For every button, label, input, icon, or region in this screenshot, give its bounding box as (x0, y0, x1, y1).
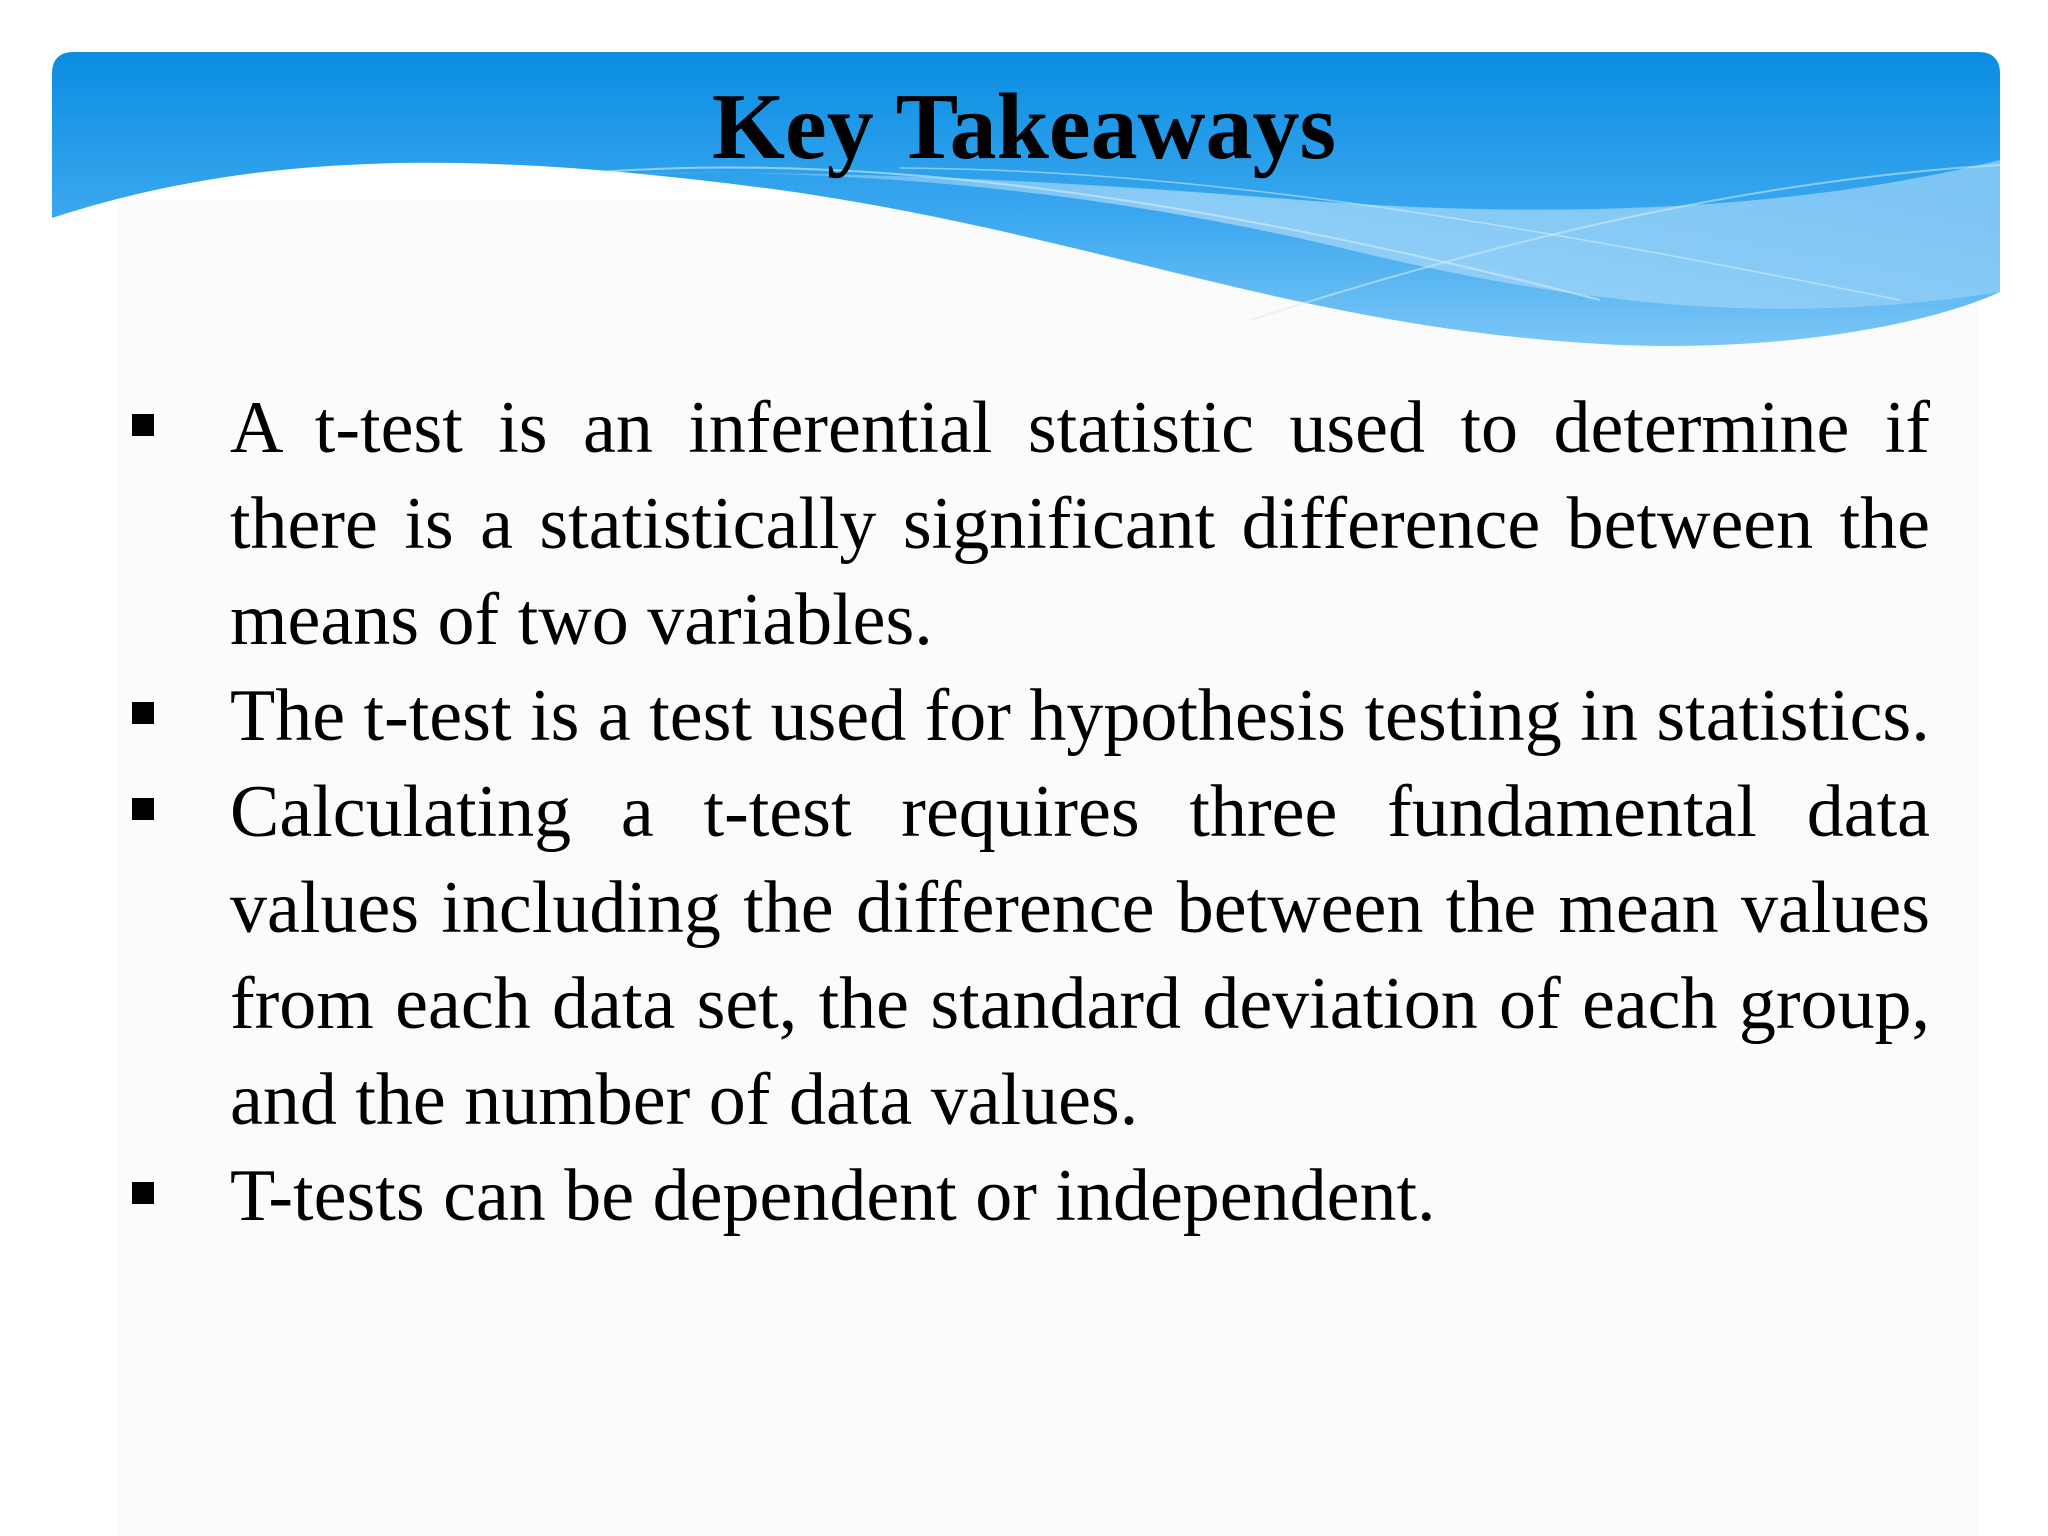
bullet-item-2 (132, 668, 1930, 764)
square-bullet-icon (132, 414, 154, 436)
bullet-item-3 (132, 764, 1930, 1148)
bullet-item-1 (132, 380, 1930, 668)
slide-title: Key Takeaways (711, 75, 1337, 179)
square-bullet-icon (132, 1182, 154, 1204)
square-bullet-icon (132, 798, 154, 820)
bullet-text: Calculating a t-test requires three fundamental data values including the difference between the mean values from each data set, the standard deviation of each group, and the number of data values. (230, 771, 1930, 1141)
bullet-text: A t-test is an inferential statistic used to determine if there is a statistically significant difference between the means of two variables. (230, 387, 1930, 661)
bullet-item-4 (132, 1148, 1930, 1244)
bullet-text: The t-test is a test used for hypothesis testing in statistics. (230, 675, 1930, 757)
bullet-text: T-tests can be dependent or independent. (230, 1155, 1436, 1237)
bullet-list (132, 380, 1930, 1244)
square-bullet-icon (132, 702, 154, 724)
